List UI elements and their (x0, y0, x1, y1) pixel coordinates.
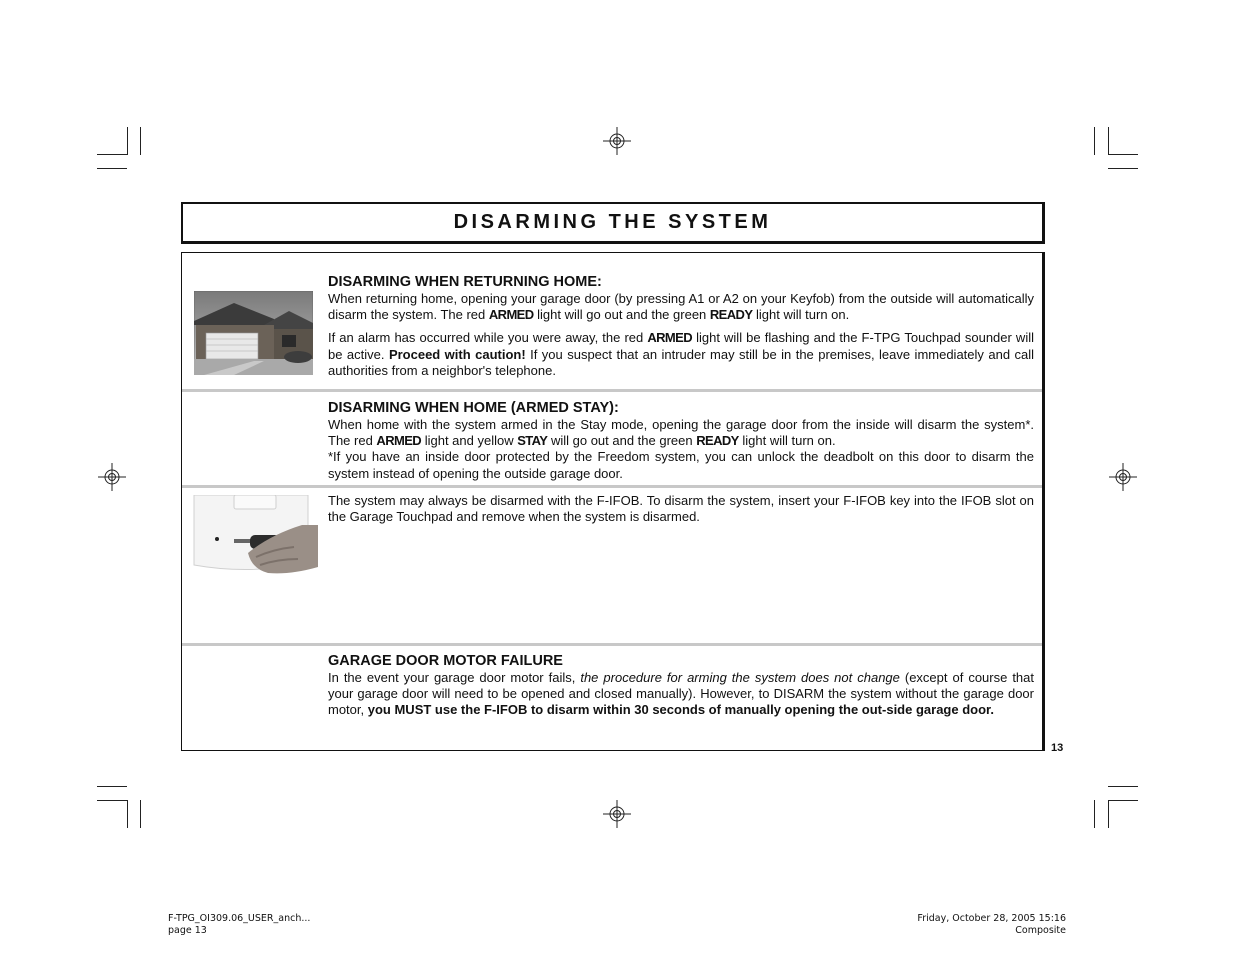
text-run: light will go out and the green (533, 307, 710, 323)
text-run: light will be flashing and the F-TPG Touchpad sounder will be active. (328, 330, 1034, 362)
section-divider (182, 643, 1042, 646)
page-title: DISARMING THE SYSTEM (453, 211, 772, 233)
crop-mark (127, 800, 128, 828)
text-run: If an alarm has occurred while you were away, the red (328, 330, 648, 346)
footer-page: page 13 (168, 925, 207, 936)
registration-mark-icon (603, 127, 631, 155)
section-heading: GARAGE DOOR MOTOR FAILURE (328, 653, 563, 669)
section-heading: DISARMING WHEN RETURNING HOME: (328, 274, 602, 290)
stay-keyword: STAY (517, 433, 548, 449)
armed-keyword: ARMED (488, 307, 534, 323)
section-ifob (328, 493, 1034, 525)
paragraph: *If you have an inside door protected by the Freedom system, you can unlock the deadbolt on this door to disarm the system instead of opening the outside garage door. (328, 449, 1034, 481)
ready-keyword: READY (696, 433, 739, 449)
caution-text: Proceed with caution! (388, 346, 526, 362)
crop-mark (1108, 168, 1138, 169)
text-run: light will turn on. (738, 433, 836, 449)
section-heading: DISARMING WHEN HOME (ARMED STAY): (328, 400, 619, 416)
registration-mark-icon (1109, 463, 1137, 491)
footer-right (917, 913, 1066, 937)
crop-mark (1108, 800, 1109, 828)
paragraph (328, 291, 1034, 323)
crop-mark (97, 168, 127, 169)
section-returning-home (328, 273, 1034, 379)
text-run: If you suspect that an intruder may still be in the premises, leave immediately and call authorities from a neighbor's telephone. (328, 346, 1034, 378)
emphasis-text: the procedure for arming the system does not change (580, 670, 900, 685)
page-number: 13 (1051, 742, 1064, 754)
text-run: (except of course that your garage door will need to be opened and closed manually). However, to DISARM the system without the garage door motor, (328, 670, 1035, 718)
registration-mark-icon (603, 800, 631, 828)
registration-mark-icon (98, 463, 126, 491)
content-box (181, 252, 1045, 751)
warning-text: you MUST use the F-IFOB to disarm within 30 seconds of manually opening the out-side garage door. (367, 702, 994, 718)
crop-mark (97, 786, 127, 787)
footer-composite: Composite (1015, 925, 1066, 936)
text-run: light and yellow (421, 433, 518, 449)
house-garage-photo (194, 291, 313, 375)
crop-mark (1108, 154, 1138, 155)
text-run: light will turn on. (752, 307, 850, 323)
text-run: When returning home, opening your garage door (by pressing A1 or A2 on your Keyfob) from the outside will automatically disarm the system. The red (328, 291, 1034, 323)
crop-mark (97, 154, 127, 155)
text-run: will go out and the green (547, 433, 697, 449)
crop-mark (140, 800, 141, 828)
ifob-key-photo (190, 495, 318, 575)
footer-date: Friday, October 28, 2005 15:16 (917, 913, 1066, 924)
text-run: In the event your garage door motor fails, (328, 670, 581, 685)
paragraph: The system may always be disarmed with the F-IFOB. To disarm the system, insert your F-IFOB key into the IFOB slot on the Garage Touchpad and remove when the system is disarmed. (328, 493, 1034, 525)
text-run: When home with the system armed in the Stay mode, opening the garage door from the inside will disarm the system*. The red (328, 417, 1034, 449)
ready-keyword: READY (709, 307, 753, 323)
crop-mark (1108, 127, 1109, 155)
armed-keyword: ARMED (647, 330, 692, 346)
section-divider (182, 389, 1042, 392)
paragraph (328, 330, 1034, 379)
crop-mark (1108, 800, 1138, 801)
crop-mark (140, 127, 141, 155)
crop-mark (1094, 127, 1095, 155)
page-title-box (181, 202, 1045, 244)
crop-mark (1094, 800, 1095, 828)
paragraph (328, 417, 1034, 449)
footer-filename: F-TPG_OI309.06_USER_anch... (168, 913, 311, 924)
section-armed-stay (328, 399, 1034, 482)
crop-mark (97, 800, 127, 801)
crop-mark (127, 127, 128, 155)
footer-left (168, 913, 310, 937)
paragraph (328, 670, 1034, 719)
armed-keyword: ARMED (376, 433, 422, 449)
crop-mark (1108, 786, 1138, 787)
section-divider (182, 485, 1042, 488)
section-motor-failure (328, 652, 1034, 719)
